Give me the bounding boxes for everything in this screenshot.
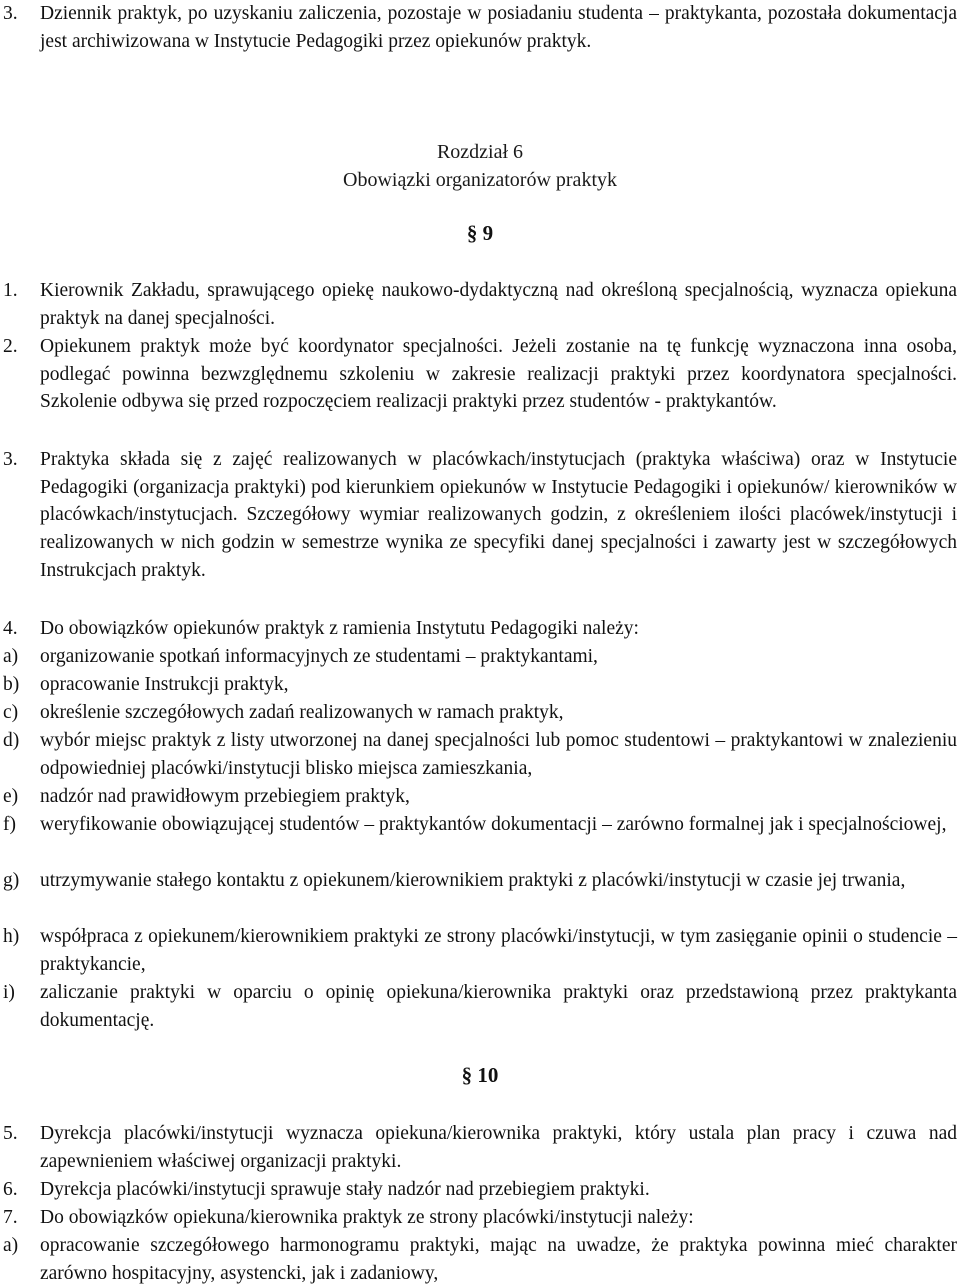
- chapter-title: Obowiązki organizatorów praktyk: [343, 169, 617, 191]
- item-text: utrzymywanie stałego kontaktu z opiekunem/kierownikiem praktyki z placówki/instytucji w czasie jej trwania,: [40, 870, 906, 891]
- item-text: Dyrekcja placówki/instytucji wyznacza opiekuna/kierownika praktyki, który ustala plan pracy i czuwa nad zapewnieniem właściwej organizacji praktyki.: [40, 1123, 957, 1172]
- item-text: nadzór nad prawidłowym przebiegiem praktyk,: [40, 786, 410, 807]
- item-number: a): [3, 1235, 19, 1256]
- item-text: wybór miejsc praktyk z listy utworzonej na danej specjalności lub pomoc studentowi – praktykantowi w znalezieniu odpowiedniej placówki/instytucji blisko miejsca zamieszkania,: [40, 730, 957, 779]
- item-number: g): [3, 870, 20, 891]
- item-text: Praktyka składa się z zajęć realizowanych w placówkach/instytucjach (praktyka właściwa) oraz w Instytucie Pedagogiki (organizacja praktyki) pod kierunkiem opiekunów w Instytucie Pedagogiki i opiekunów/ kierowników w placówkach/instytucjach. Szczegółowy wymiar realizowanych godzin, z określeniem ilości placówek/instytucji i realizowanych w nich godzin w semestrze wynika ze specyfiki danej specjalności i zawarty jest w szczegółowych Instrukcjach praktyk.: [40, 449, 957, 581]
- item-number: 1.: [3, 280, 18, 301]
- item-text: współpraca z opiekunem/kierownikiem praktyki ze strony placówki/instytucji, w tym zasięganie opinii o studencie – praktykancie,: [40, 926, 957, 975]
- item-text: Dziennik praktyk, po uzyskaniu zaliczenia, pozostaje w posiadaniu studenta – praktykanta, pozostała dokumentacja jest archiwizowana w Instytucie Pedagogiki przez opiekunów praktyk.: [40, 3, 957, 52]
- item-number: 4.: [3, 618, 18, 639]
- item-text: Opiekunem praktyk może być koordynator specjalności. Jeżeli zostanie na tę funkcję wyznaczona inna osoba, podlegać powinna bezwzględnemu szkoleniu w zakresie realizacji praktyki przez koordynatora specjalności. Szkolenie odbywa się przed rozpoczęciem realizacji praktyki przez studentów - praktykantów.: [40, 336, 957, 413]
- item-number: b): [3, 674, 20, 695]
- item-text: określenie szczegółowych zadań realizowanych w ramach praktyk,: [40, 702, 564, 723]
- item-number: 5.: [3, 1123, 18, 1144]
- item-number: 3.: [3, 3, 18, 24]
- chapter-number: Rozdział 6: [436, 141, 524, 163]
- item-number: f): [3, 814, 16, 835]
- item-text: opracowanie Instrukcji praktyk,: [40, 674, 289, 695]
- item-number: e): [3, 786, 19, 807]
- item-text: organizowanie spotkań informacyjnych ze studentami – praktykantami,: [40, 646, 598, 667]
- item-text: weryfikowanie obowiązującej studentów – praktykantów dokumentacji – zarówno formalnej jak i specjalnościowej,: [40, 814, 947, 835]
- item-number: c): [3, 702, 19, 723]
- item-text: Dyrekcja placówki/instytucji sprawuje stały nadzór nad przebiegiem praktyki.: [40, 1179, 650, 1200]
- item-text: Do obowiązków opiekunów praktyk z ramienia Instytutu Pedagogiki należy:: [40, 618, 639, 639]
- paragraph-heading-10: § 10: [461, 1063, 499, 1087]
- item-number: h): [3, 926, 20, 947]
- item-number: a): [3, 646, 19, 667]
- item-text: Kierownik Zakładu, sprawującego opiekę naukowo-dydaktyczną nad określoną specjalnością, wyznacza opiekuna praktyk na danej specjalności.: [40, 280, 957, 329]
- item-text: zaliczanie praktyki w oparciu o opinię opiekuna/kierownika praktyki oraz przedstawioną przez praktykanta dokumentację.: [40, 982, 957, 1031]
- paragraph-heading-9: § 9: [466, 221, 494, 245]
- item-text: opracowanie szczegółowego harmonogramu praktyki, mając na uwadze, że praktyka powinna mieć charakter zarówno hospitacyjny, asystencki, jak i zadaniowy,: [40, 1235, 957, 1284]
- item-number: 2.: [3, 336, 18, 357]
- item-number: 3.: [3, 449, 18, 470]
- item-number: d): [3, 730, 20, 751]
- item-number: 7.: [3, 1207, 18, 1228]
- item-number: i): [3, 982, 15, 1003]
- item-number: 6.: [3, 1179, 18, 1200]
- item-text: Do obowiązków opiekuna/kierownika praktyk ze strony placówki/instytucji należy:: [40, 1207, 694, 1228]
